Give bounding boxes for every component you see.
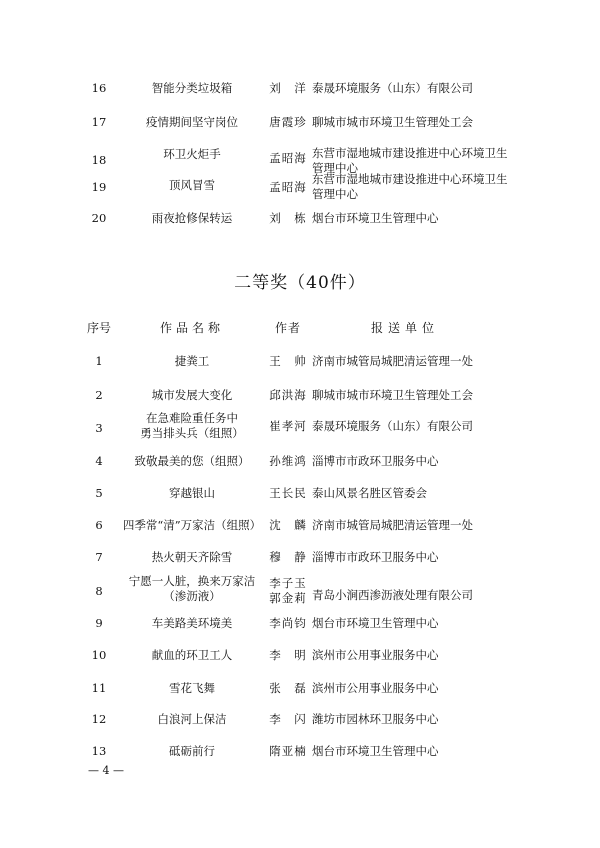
row-number: 17: [91, 115, 107, 129]
submitting-unit: 泰晟环境服务（山东）有限公司: [312, 419, 473, 433]
row-number: 4: [95, 454, 103, 468]
work-title: 城市发展大变化: [151, 388, 233, 402]
header-number: 序号: [86, 321, 111, 335]
submitting-unit: 青岛小涧西渗沥液处理有限公司: [312, 588, 473, 602]
submitting-unit: 淄博市市政环卫服务中心: [312, 550, 439, 564]
submitting-unit: 聊城市城市环境卫生管理处工会: [312, 115, 473, 129]
submitting-unit: 聊城市城市环境卫生管理处工会: [312, 388, 473, 402]
author-name: 孙维鸿: [269, 454, 307, 468]
work-title: 宁愿一人脏，换来万家洁 （渗沥液）: [128, 574, 256, 603]
submitting-unit: 泰晟环境服务（山东）有限公司: [312, 81, 473, 95]
author-name: 李尚钧: [269, 616, 307, 630]
submitting-unit: 济南市城管局城肥清运管理一处: [312, 518, 473, 532]
author-name: 穆 静: [269, 550, 307, 564]
work-title: 砥砺前行: [169, 744, 215, 758]
submitting-unit: 潍坊市园林环卫服务中心: [312, 712, 439, 726]
row-number: 19: [91, 180, 107, 194]
author-name: 张 磊: [269, 681, 307, 695]
work-title: 顶风冒雪: [169, 178, 215, 192]
row-number: 12: [91, 712, 107, 726]
work-title: 疫情期间坚守岗位: [146, 115, 238, 129]
work-title: 捷粪工: [174, 354, 210, 368]
author-name: 李子玉 郭金莉: [269, 576, 307, 605]
row-number: 13: [91, 744, 107, 758]
row-number: 2: [95, 388, 103, 402]
work-title: 白浪河上保洁: [157, 712, 227, 726]
row-number: 8: [95, 584, 103, 598]
row-number: 9: [95, 616, 103, 630]
submitting-unit: 滨州市公用事业服务中心: [312, 681, 439, 695]
submitting-unit: 烟台市环境卫生管理中心: [312, 744, 439, 758]
author-name: 孟昭海: [269, 180, 307, 194]
submitting-unit: 东营市湿地城市建设推进中心环境卫生 管理中心: [312, 146, 508, 175]
work-title: 穿越银山: [169, 486, 215, 500]
work-title: 四季常“清”万家洁（组照）: [122, 518, 262, 532]
row-number: 18: [91, 153, 107, 167]
row-number: 3: [95, 421, 103, 435]
work-title: 献血的环卫工人: [151, 648, 233, 662]
work-title: 智能分类垃圾箱: [151, 81, 233, 95]
submitting-unit: 东营市湿地城市建设推进中心环境卫生 管理中心: [312, 172, 508, 201]
row-number: 10: [91, 648, 107, 662]
work-title: 车美路美环境美: [151, 616, 233, 630]
row-number: 7: [95, 550, 103, 564]
submitting-unit: 济南市城管局城肥清运管理一处: [312, 354, 473, 368]
section-title: 二等奖（40件）: [234, 273, 366, 293]
author-name: 沈 麟: [269, 518, 307, 532]
work-title: 在急难险重任务中 勇当排头兵（组照）: [140, 411, 244, 440]
author-name: 隋亚楠: [269, 744, 307, 758]
author-name: 孟昭海: [269, 151, 307, 165]
author-name: 李 明: [269, 648, 307, 662]
row-number: 16: [91, 81, 107, 95]
submitting-unit: 烟台市环境卫生管理中心: [312, 211, 439, 225]
page-number: — 4 —: [88, 764, 124, 777]
author-name: 李 闪: [269, 712, 307, 726]
row-number: 11: [91, 681, 107, 695]
work-title: 致敬最美的您（组照）: [134, 454, 250, 468]
row-number: 1: [95, 354, 103, 368]
author-name: 刘 洋: [269, 81, 307, 95]
header-unit: 报送单位: [370, 321, 439, 335]
author-name: 邱洪海: [269, 388, 307, 402]
author-name: 王 帅: [269, 354, 307, 368]
row-number: 5: [95, 486, 103, 500]
work-title: 热火朝天齐除雪: [151, 550, 233, 564]
author-name: 唐霞珍: [269, 115, 307, 129]
work-title: 环卫火炬手: [163, 147, 221, 161]
author-name: 刘 栋: [269, 211, 307, 225]
header-work: 作品名称: [159, 321, 224, 335]
submitting-unit: 泰山风景名胜区管委会: [312, 486, 427, 500]
submitting-unit: 淄博市市政环卫服务中心: [312, 454, 439, 468]
row-number: 20: [91, 211, 107, 225]
work-title: 雪花飞舞: [169, 681, 215, 695]
work-title: 雨夜抢修保转运: [151, 211, 233, 225]
submitting-unit: 滨州市公用事业服务中心: [312, 648, 439, 662]
author-name: 王长民: [269, 486, 307, 500]
author-name: 崔孝河: [269, 419, 307, 433]
row-number: 6: [95, 518, 103, 532]
header-author: 作者: [274, 321, 301, 335]
submitting-unit: 烟台市环境卫生管理中心: [312, 616, 439, 630]
